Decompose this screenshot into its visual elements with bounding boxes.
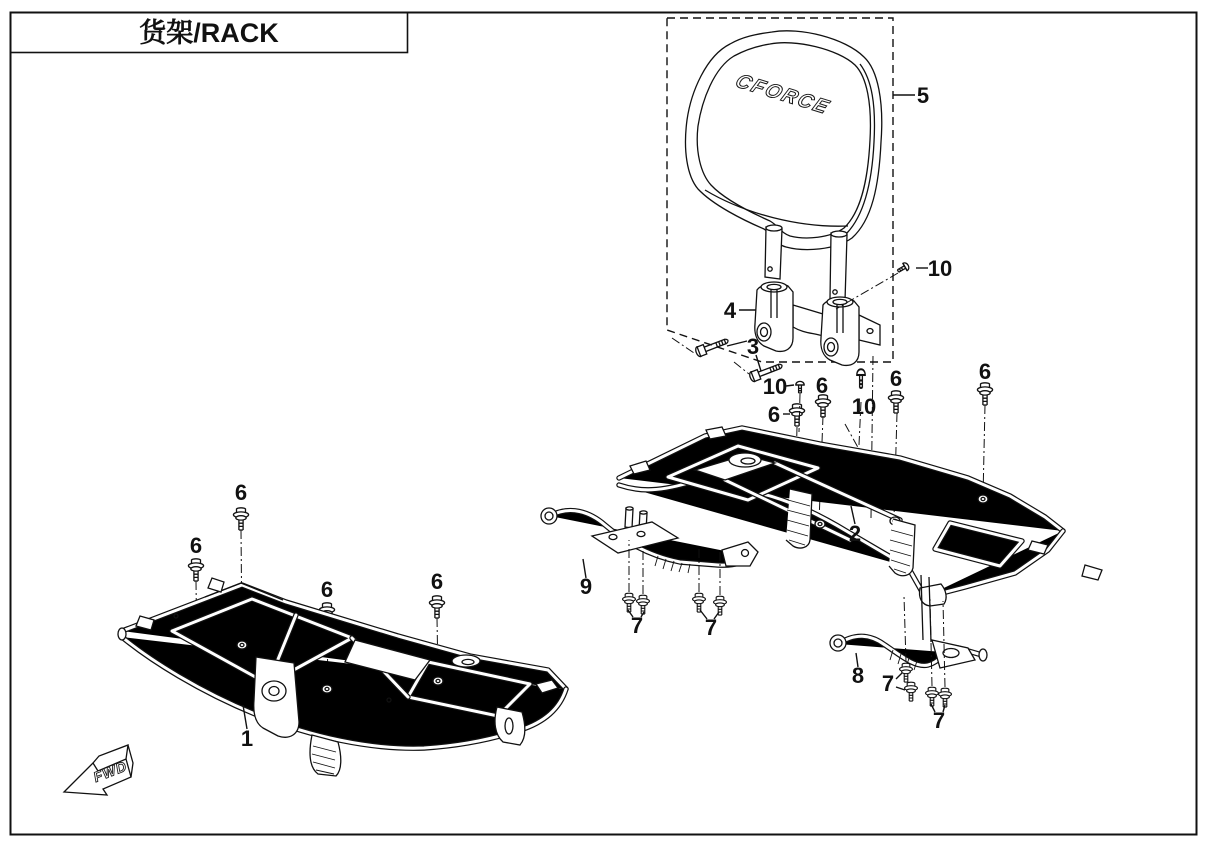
callout-7: 7 <box>932 708 946 733</box>
fwd-arrow <box>64 745 133 795</box>
callout-10: 10 <box>762 374 788 399</box>
callout-3: 3 <box>746 334 760 359</box>
screw-10a <box>896 262 910 275</box>
rear-rack-leg <box>786 489 812 548</box>
callout-6: 6 <box>815 373 829 398</box>
bolt-6c <box>888 391 903 413</box>
bolt-7b2 <box>714 596 727 615</box>
bolt-6h <box>429 596 444 618</box>
callout-6: 6 <box>430 569 444 594</box>
callout-7: 7 <box>630 613 644 638</box>
rear-rack-leg <box>889 519 915 576</box>
screw-10b <box>796 381 804 393</box>
callout-6: 6 <box>189 533 203 558</box>
clamp-plate <box>859 315 880 345</box>
callout-6: 6 <box>234 480 248 505</box>
handle-9-bracket <box>722 542 758 566</box>
callout-8: 8 <box>851 663 865 688</box>
callout-5: 5 <box>916 83 930 108</box>
callout-4: 4 <box>723 298 737 323</box>
grab-handle-9-drawing <box>541 508 758 573</box>
rear-rack-foot <box>919 584 946 606</box>
callout-7: 7 <box>704 615 718 640</box>
bolt-7a1 <box>623 593 636 612</box>
bolt-6a <box>815 395 830 417</box>
page-border <box>11 13 1197 835</box>
handle-8-bracket <box>932 640 975 668</box>
cforce-logo: CFORCE <box>731 70 834 119</box>
bolt-7b1 <box>693 593 706 612</box>
callout-2: 2 <box>848 521 862 546</box>
callout-6: 6 <box>767 402 781 427</box>
bolt-7d1 <box>926 687 939 706</box>
clamp-left <box>755 283 793 351</box>
callout-7: 7 <box>881 671 895 696</box>
bolt-7d2 <box>939 688 952 707</box>
callout-1: 1 <box>240 726 254 751</box>
backrest-drawing <box>685 31 881 250</box>
clamp-right <box>821 298 859 365</box>
callout-10: 10 <box>927 256 953 281</box>
bolt-6f <box>188 559 203 581</box>
bolt-6d <box>977 383 992 405</box>
front-rack-foot <box>310 735 341 776</box>
fwd-label: FWD <box>91 757 130 786</box>
leaders-7 <box>628 610 945 712</box>
post-left <box>765 227 782 279</box>
callout-6: 6 <box>889 366 903 391</box>
bolt-6e <box>233 508 248 530</box>
callout-6: 6 <box>978 359 992 384</box>
page-title: 货架/RACK <box>139 18 279 48</box>
callout-10: 10 <box>851 394 877 419</box>
bracket-bar <box>793 305 823 336</box>
bolt-7a2 <box>637 595 650 614</box>
lip-tab <box>208 578 224 592</box>
front-rack-drawing <box>118 578 566 776</box>
bolt-7c2 <box>905 682 918 701</box>
bolt-3a <box>694 336 729 358</box>
callout-9: 9 <box>579 574 593 599</box>
callout-6: 6 <box>320 577 334 602</box>
bolt-6b <box>789 404 804 426</box>
screw-10c <box>857 369 865 388</box>
front-rack-foot <box>495 707 525 745</box>
